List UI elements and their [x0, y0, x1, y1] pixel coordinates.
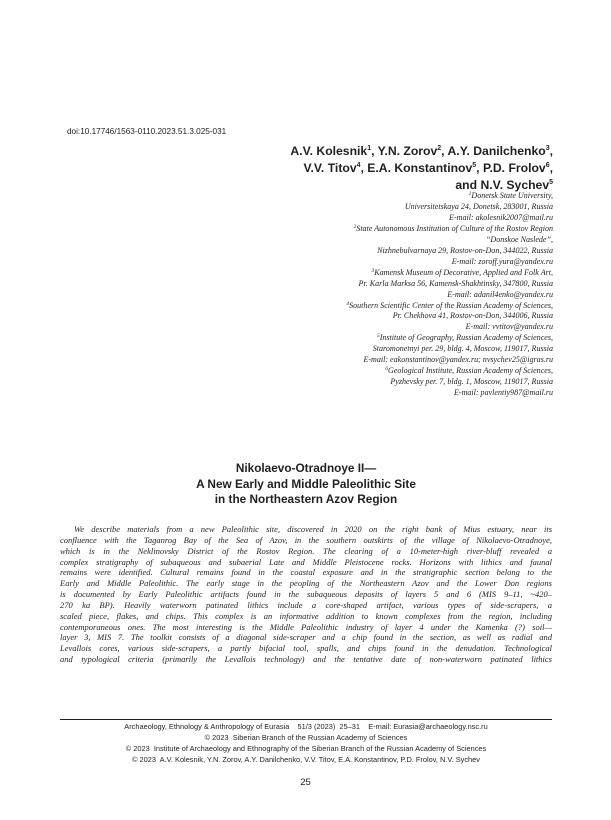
author-affil-sup: 3 — [545, 145, 550, 152]
affiliation-line — [113, 235, 553, 246]
affiliation-line — [113, 311, 553, 322]
author-separator: , — [549, 144, 553, 158]
author-affil-sup: 5 — [472, 162, 477, 170]
author-name: N.V. Sychev — [480, 178, 550, 193]
affiliation-line — [113, 246, 553, 257]
footer-copyright-line: © 2023 A.V. Kolesnik, Y.N. Zorov, A.Y. Danilchenko, V.V. Titov, E.A. Konstantinov, P.D. Frolov, N.V. Sychev — [132, 755, 480, 765]
affiliation-line — [113, 268, 553, 279]
affiliation-text: “Donskoe Naslede”, — [485, 234, 553, 244]
footer-copyright-line: © 2023 Institute of Archaeology and Ethnography of the Siberian Branch of the Russian Academy of Sciences — [125, 744, 487, 754]
affiliation-email[interactable] — [113, 257, 553, 268]
affiliation-sup: 1 — [468, 191, 472, 197]
abstract-line: contemporaneous ones. The most interesting is the Middle Paleolithic industry of layer 4 under the Kamenka (?) soil— — [60, 621, 552, 632]
affiliation-email[interactable] — [113, 322, 553, 333]
affiliation-email[interactable] — [113, 388, 553, 399]
title-line: A New Early and Middle Paleolithic Site — [196, 476, 416, 491]
author-separator: , — [441, 144, 448, 158]
article-title — [60, 461, 552, 508]
affiliation-line — [113, 366, 553, 377]
abstract-line: 270 ka BP). Heavily waterworn patinated lithics include a core-shaped artifact, various types of side-scrapers, a — [60, 599, 552, 610]
author-affil-sup: 1 — [367, 145, 372, 152]
affiliation-email[interactable] — [113, 355, 553, 366]
affiliation-line — [113, 202, 553, 213]
affiliation-text: Pr. Chekhova 41, Rostov-on-Don, 344006, Russia — [392, 311, 553, 321]
author-name: V.V. Titov — [303, 161, 357, 176]
author-name: E.A. Konstantinov — [367, 161, 473, 176]
affiliation-text: E-mail: adanil4enko@yandex.ru — [447, 289, 553, 299]
footer-copyright-line: © 2023 Siberian Branch of the Russian Academy of Sciences — [204, 733, 408, 743]
abstract-line: We describe materials from a new Paleolithic site, discovered in 2020 on the right bank of Mius estuary, near its — [74, 524, 552, 534]
author-separator: , — [549, 161, 553, 176]
affiliation-text: State Autonomous Institution of Culture of the Rostov Region — [356, 223, 553, 233]
affiliation-line — [113, 224, 553, 235]
affiliation-text: Pr. Karla Marksa 56, Kamensk-Shakhtinsky, 347800, Russia — [358, 278, 553, 288]
abstract-line: and typological criteria (primarily the Levallois technology) and the tentative date of non-waterworn patinated lithics — [60, 654, 552, 665]
page-number: 25 — [300, 777, 311, 788]
affiliation-line — [113, 377, 553, 388]
abstract-line: remains were identified. Cultural remains found in the coastal exposure and in the stratigraphic section belong to the — [60, 567, 552, 578]
abstract-line: is documented by Early Paleolithic artifacts found in the subaqueous deposits of layers 5 and 6 (MIS 9–11, ~420– — [60, 589, 552, 600]
abstract — [60, 524, 552, 665]
affiliation-text: Southern Scientific Center of the Russian Academy of Sciences, — [349, 300, 553, 310]
author-conjunction: and — [455, 178, 481, 193]
abstract-line: Levallois cores, various side-scrapers, a partly bifacial tool, spalls, and chips found in the denudation. Technological — [60, 643, 552, 654]
affiliation-text: E-mail: eakonstantinov@yandex.ru; nvsychev25@igras.ru — [363, 355, 553, 365]
affiliation-text: Nizhnebulvarnaya 29, Rostov-on-Don, 344022, Russia — [377, 245, 553, 255]
author-separator: , — [476, 161, 483, 176]
abstract-line: Early and Middle Paleolithic. The early stage in the peopling of the Northeastern Azov and the Lower Don regions — [60, 578, 552, 589]
author-list — [113, 143, 553, 195]
affiliation-text: E-mail: vvtitov@yandex.ru — [465, 322, 553, 332]
footer-journal-line: Archaeology, Ethnology & Anthropology of Eurasia 51/3 (2023) 25–31 E-mail: Eurasia@archaeology.nsc.ru — [124, 722, 488, 731]
affiliation-text: Staromonetnyi per. 29, bldg. 4, Moscow, 119017, Russia — [372, 344, 553, 354]
affiliation-text: Universitetskaya 24, Donetsk, 283001, Russia — [404, 201, 553, 211]
affiliation-line — [113, 333, 553, 344]
author-name: P.D. Frolov — [482, 161, 546, 176]
author-separator: , — [360, 161, 368, 176]
author-affil-sup: 5 — [549, 179, 553, 187]
doi-text: doi:10.17746/1563-0110.2023.51.3.025-031 — [67, 127, 227, 136]
affiliation-text: Kamensk Museum of Decorative, Applied and Folk Art, — [374, 267, 553, 277]
title-line: Nikolaevo-Otradnoye II— — [235, 461, 377, 475]
title-line: in the Northeastern Azov Region — [214, 492, 398, 507]
author-name: A.Y. Danilchenko — [447, 144, 546, 158]
affiliation-text: E-mail: akolesnik2007@mail.ru — [449, 212, 553, 222]
abstract-line: scaled piece, flakes, and chips. This complex is an informative addition to known complexes from the region, including — [60, 610, 552, 621]
author-line-1 — [113, 143, 553, 160]
affiliation-text: Institute of Geography, Russian Academy of Sciences, — [379, 333, 553, 343]
affiliation-sup: 2 — [353, 223, 357, 230]
author-affil-sup: 6 — [545, 162, 550, 170]
affiliation-text: Geological Institute, Russian Academy of Sciences, — [388, 366, 553, 376]
affiliation-text: Donetsk State University, — [471, 191, 553, 200]
affiliation-line — [113, 344, 553, 355]
affiliation-text: Pyzhevsky per. 7, bldg. 1, Moscow, 119017, Russia — [390, 377, 553, 387]
affiliation-line — [113, 301, 553, 312]
abstract-line: which is in the Neklinovsky District of the Rostov Region. The clearing of a 10-meter-high river-bluff revealed a — [60, 545, 552, 556]
author-name: A.V. Kolesnik — [290, 144, 368, 158]
affiliation-sup: 5 — [376, 333, 380, 340]
abstract-line: complex stratigraphy of subaqueous and subaerial Late and Middle Pleistocene rocks. Horizons with lithics and faunal — [60, 556, 552, 567]
affiliation-sup: 4 — [346, 300, 350, 307]
author-name: Y.N. Zorov — [377, 144, 438, 158]
affiliation-line — [113, 191, 553, 202]
abstract-line: layer 3, MIS 7. The toolkit consists of a diagonal side-scraper and a chip found in the section, as well as radial and — [60, 632, 552, 643]
author-affil-sup: 4 — [356, 162, 361, 170]
affiliation-list — [113, 191, 553, 399]
abstract-line: confluence with the Taganrog Bay of the Sea of Azov, in the southern outskirts of the village of Nikolaevo-Otradnoye, — [60, 534, 552, 545]
affiliation-text: E-mail: zoroff.yura@yandex.ru — [451, 256, 553, 266]
affiliation-text: E-mail: pavlentiy987@mail.ru — [453, 388, 553, 398]
affiliation-email[interactable] — [113, 213, 553, 224]
author-separator: , — [371, 144, 378, 158]
author-affil-sup: 2 — [437, 145, 442, 152]
journal-footer — [60, 721, 552, 765]
affiliation-email[interactable] — [113, 290, 553, 301]
author-line-2 — [113, 160, 553, 177]
footer-divider — [60, 719, 552, 720]
affiliation-sup: 3 — [371, 267, 375, 274]
affiliation-line — [113, 279, 553, 290]
affiliation-sup: 6 — [385, 366, 388, 373]
